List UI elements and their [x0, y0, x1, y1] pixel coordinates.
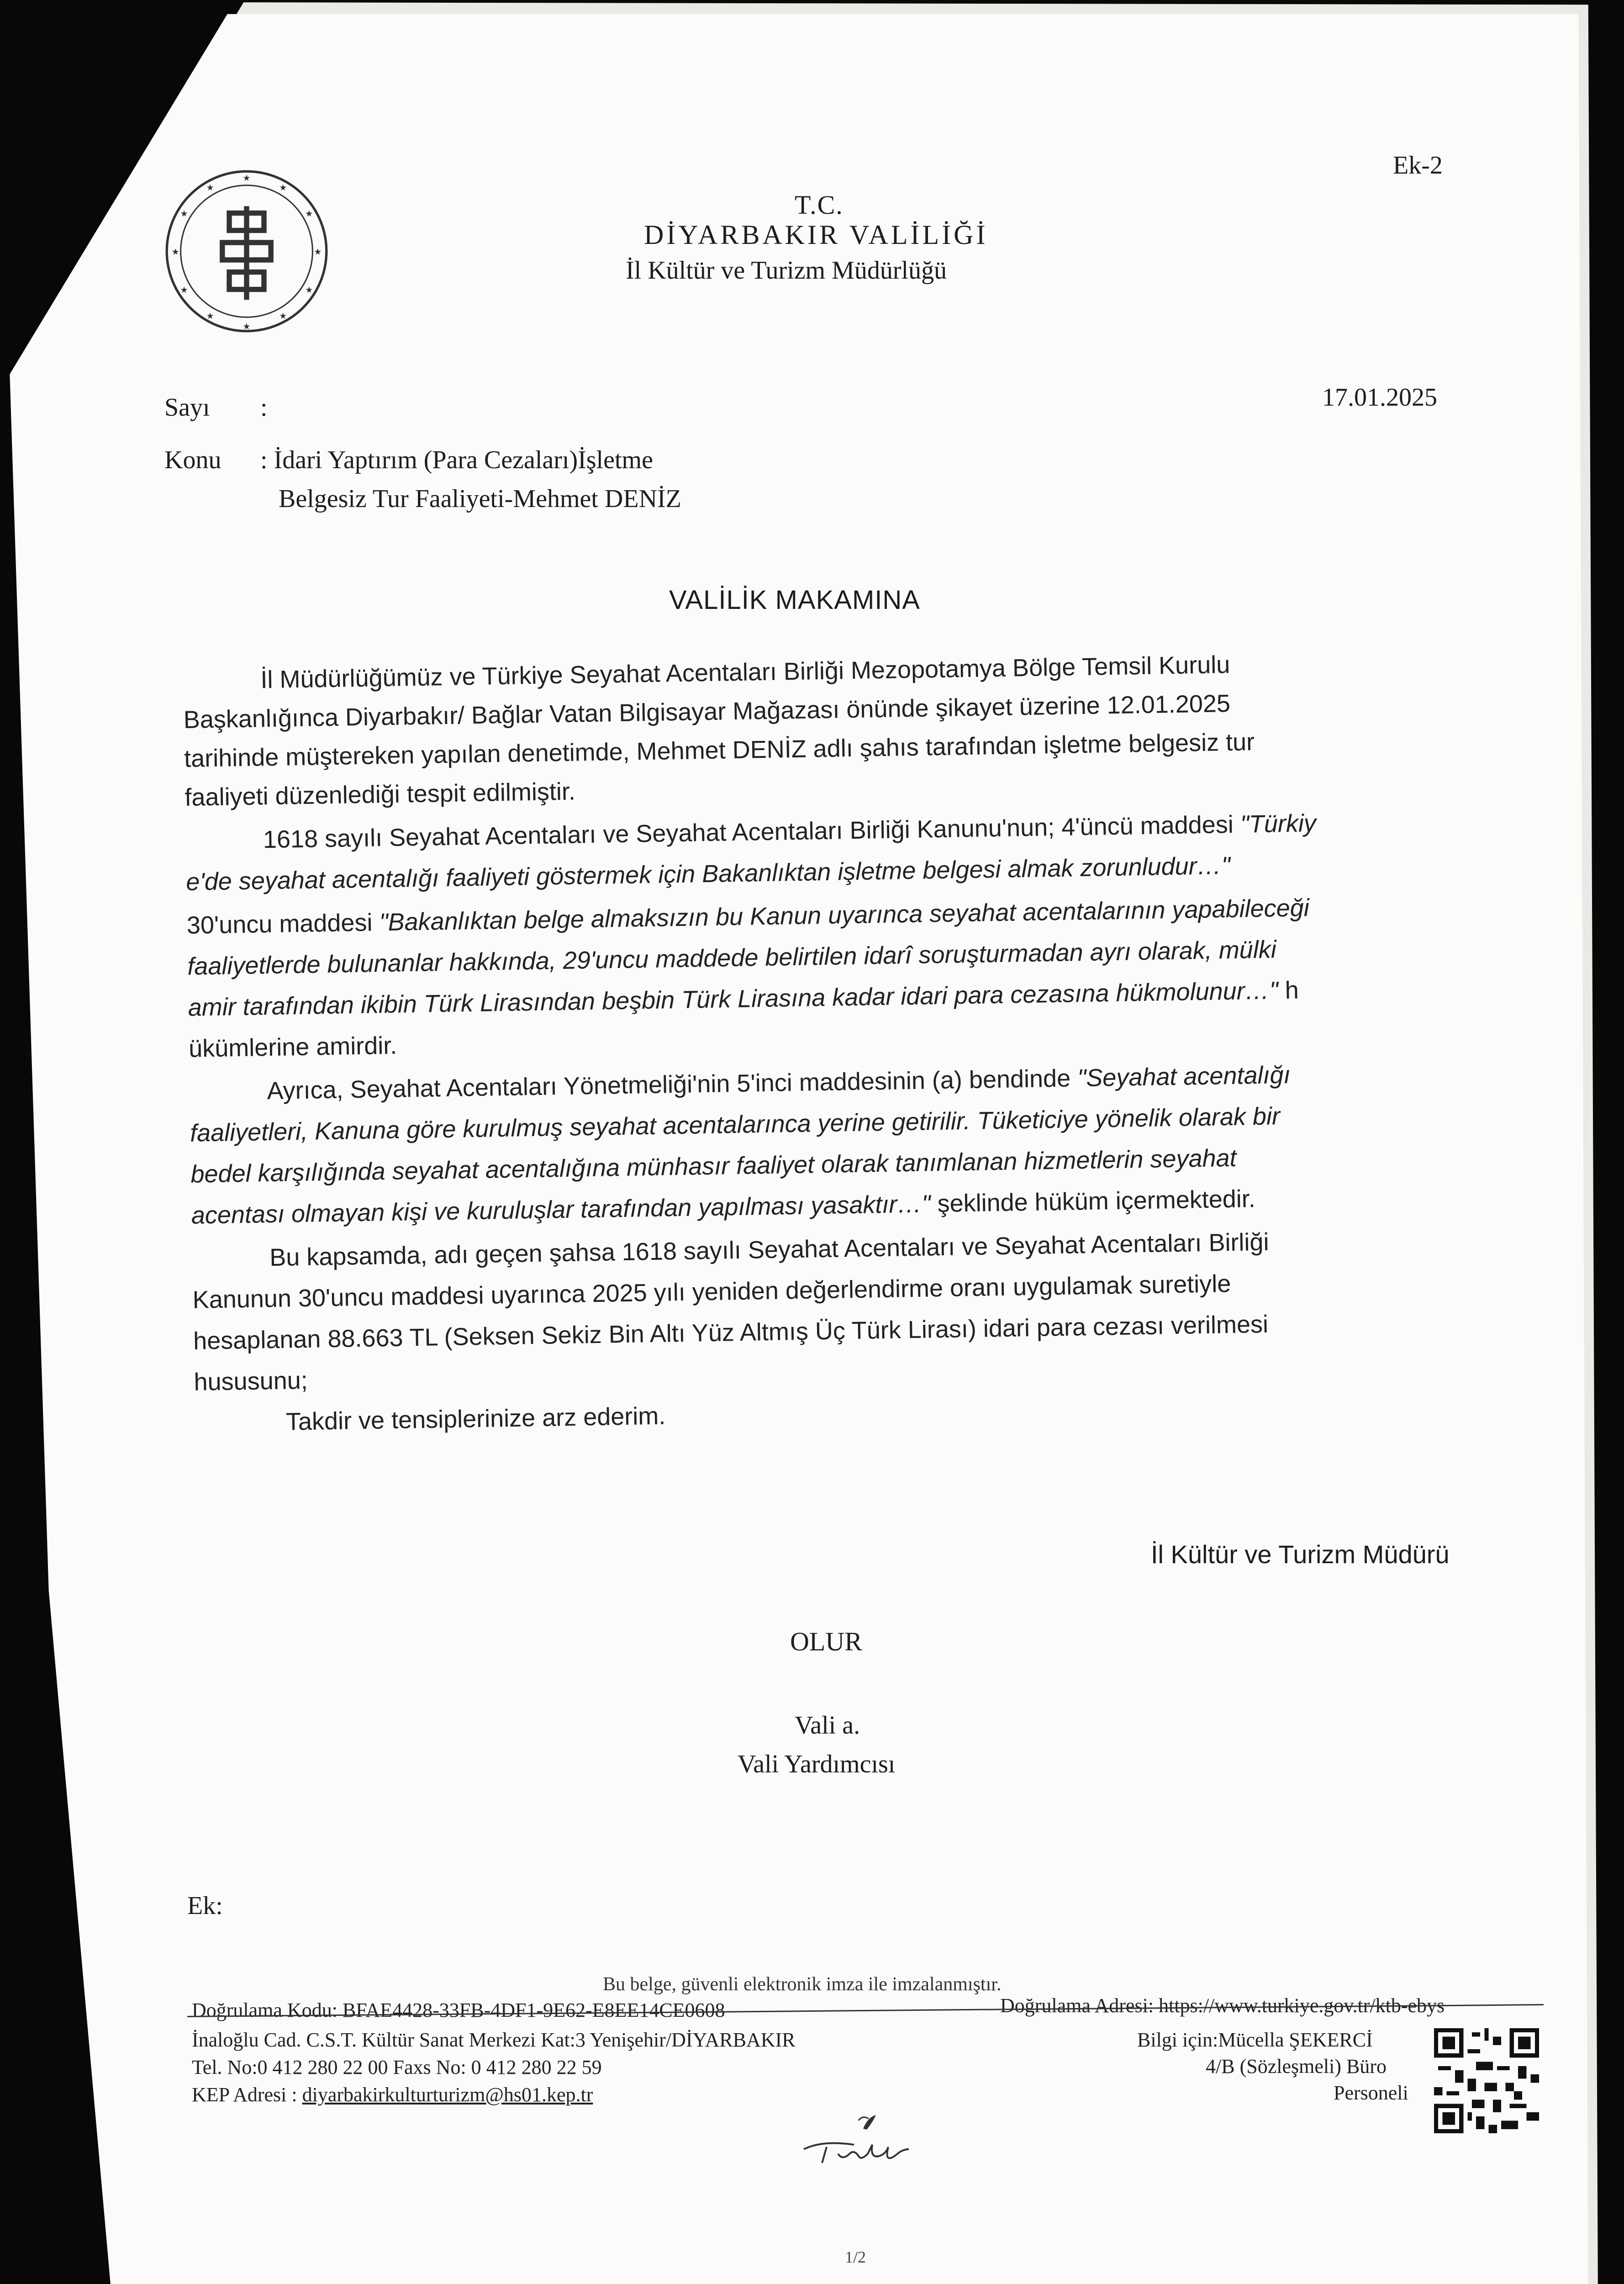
paragraph-2-line-5-quote: amir tarafından ikibin Türk Lirasından beşbin Türk Lirasına kadar idari para cezasına hükmolunur…" — [188, 977, 1279, 1021]
signer-title: İl Kültür ve Turizm Müdürü — [1151, 1540, 1450, 1569]
approval-label: OLUR — [790, 1627, 862, 1656]
paragraph-3-line-1-text: Ayrıca, Seyahat Acentaları Yönetmeliği'nin 5'inci maddesinin (a) bendinde — [267, 1064, 1078, 1105]
subject-label: Konu — [164, 446, 221, 474]
paragraph-3-line-2: faaliyetleri, Kanuna göre kurulmuş seyahat acentalarınca yerine getirilir. Tüketiciye yönelik olarak bir — [190, 1102, 1281, 1147]
document-date: 17.01.2025 — [1322, 383, 1437, 412]
kep-label: KEP Adresi : — [192, 2083, 302, 2106]
verification-address[interactable]: Doğrulama Adresi: https://www.turkiye.gov.tr/ktb-ebys — [1000, 1994, 1445, 2017]
svg-text:★: ★ — [305, 285, 313, 296]
paragraph-1-line-2: Başkanlığınca Diyarbakır/ Bağlar Vatan Bilgisayar Mağazası önünde şikayet üzerine 12.01.2025 — [183, 689, 1231, 734]
paragraph-4-line-4: hususunu; — [194, 1366, 308, 1396]
kep-address-line — [192, 2083, 593, 2106]
svg-text:★: ★ — [279, 311, 287, 322]
svg-text:★: ★ — [314, 247, 322, 257]
office-address: İnaloğlu Cad. C.S.T. Kültür Sanat Merkezi Kat:3 Yenişehir/DİYARBAKIR — [192, 2029, 796, 2051]
paragraph-1-line-4: faaliyeti düzenlediği tespit edilmiştir. — [185, 777, 576, 811]
page-number: 1/2 — [845, 2248, 866, 2266]
svg-text:★: ★ — [243, 173, 251, 184]
qr-code-icon[interactable] — [1434, 2028, 1539, 2133]
deputy-governor-title: Vali Yardımcısı — [738, 1750, 896, 1778]
svg-text:★: ★ — [171, 247, 179, 257]
on-behalf-label: Vali a. — [795, 1711, 860, 1739]
svg-text:★: ★ — [180, 285, 188, 296]
republic-heading: T.C. — [795, 190, 844, 220]
svg-text:★: ★ — [206, 311, 214, 322]
paragraph-3-line-4-quote: acentası olmayan kişi ve kuruluşlar tarafından yapılması yasaktır…" — [191, 1190, 931, 1229]
paragraph-2-line-5-text: h — [1278, 976, 1299, 1005]
paragraph-4-line-3: hesaplanan 88.663 TL (Seksen Sekiz Bin Altı Yüz Altmış Üç Türk Lirası) idari para cezası verilmesi — [193, 1310, 1269, 1355]
subject-line-2: Belgesiz Tur Faaliyeti-Mehmet DENİZ — [279, 485, 681, 513]
paragraph-1-line-1: İl Müdürlüğümüz ve Türkiye Seyahat Acentaları Birliği Mezopotamya Bölge Temsil Kurulu — [260, 650, 1230, 694]
turkiye-logo-icon — [795, 2110, 927, 2170]
annex-label: Ek-2 — [1393, 151, 1443, 180]
svg-text:★: ★ — [243, 322, 251, 332]
verification-code: Doğrulama Kodu: BFAE4428-33FB-4DF1-9E62-E8EE14CE0608 — [192, 1999, 725, 2021]
governorate-heading: DİYARBAKIR VALİLİĞİ — [644, 220, 988, 250]
paragraph-1-line-3: tarihinde müştereken yapılan denetimde, Mehmet DENİZ adlı şahıs tarafından işletme belgesiz tur — [184, 728, 1255, 772]
paragraph-2-line-1-text: 1618 sayılı Seyahat Acentaları ve Seyahat Acentaları Birliği Kanunu'nun; 4'üncü maddesi — [263, 810, 1241, 854]
ministry-emblem-icon — [160, 164, 333, 338]
paragraph-4-line-2: Kanunun 30'uncu maddesi uyarınca 2025 yılı yeniden değerlendirme oranı uygulamak suretiyle — [192, 1270, 1231, 1314]
paragraph-2-line-6: ükümlerine amirdir. — [188, 1031, 397, 1063]
svg-text:★: ★ — [180, 209, 188, 219]
e-signature-note: Bu belge, güvenli elektronik imza ile imzalanmıştır. — [603, 1974, 1002, 1995]
subject-line-1: : İdari Yaptırım (Para Cezaları)İşletme — [260, 446, 653, 474]
paragraph-4-line-1: Bu kapsamda, adı geçen şahsa 1618 sayılı Seyahat Acentaları ve Seyahat Acentaları Birliği — [269, 1228, 1269, 1272]
addressee: VALİLİK MAKAMINA — [669, 585, 920, 615]
paragraph-2-line-1-quote: "Türkiy — [1240, 809, 1317, 838]
closing-sentence: Takdir ve tensiplerinize arz ederim. — [285, 1402, 666, 1436]
svg-text:★: ★ — [279, 183, 287, 193]
paragraph-3-line-4-text: şeklinde hüküm içermektedir. — [930, 1185, 1256, 1218]
paragraph-3-line-3: bedel karşılığında seyahat acentalığına münhasır faaliyet olarak tanımlanan hizmetlerin seyahat — [190, 1144, 1237, 1188]
paragraph-3-line-1-quote: "Seyahat acentalığı — [1077, 1061, 1291, 1092]
contact-person: Bilgi için:Mücella ŞEKERCİ — [1137, 2029, 1373, 2051]
paragraph-2-line-3-quote: "Bakanlıktan belge almaksızın bu Kanun uyarınca seyahat acentalarının yapabileceği — [379, 894, 1310, 936]
directorate-heading: İl Kültür ve Turizm Müdürlüğü — [626, 256, 947, 285]
contact-role-cont: Personeli — [1334, 2082, 1408, 2104]
number-label: Sayı — [164, 393, 210, 422]
attachments-label: Ek: — [187, 1892, 223, 1920]
paragraph-2-line-2: e'de seyahat acentalığı faaliyeti göstermek için Bakanlıktan işletme belgesi almak zorunludur…" — [185, 852, 1231, 896]
svg-text:★: ★ — [206, 183, 214, 193]
kep-address-link[interactable]: diyarbakirkulturturizm@hs01.kep.tr — [302, 2083, 593, 2106]
paragraph-2-line-3-text: 30'uncu maddesi — [186, 909, 380, 939]
office-phone: Tel. No:0 412 280 22 00 Faxs No: 0 412 280 22 59 — [192, 2056, 602, 2078]
number-colon: : — [260, 393, 268, 422]
paragraph-2-line-4: faaliyetlerde bulunanlar hakkında, 29'uncu maddede belirtilen idarî soruşturmadan ayrı olarak, mülki — [187, 936, 1277, 980]
svg-text:★: ★ — [305, 209, 313, 219]
contact-role: 4/B (Sözleşmeli) Büro — [1206, 2055, 1387, 2078]
